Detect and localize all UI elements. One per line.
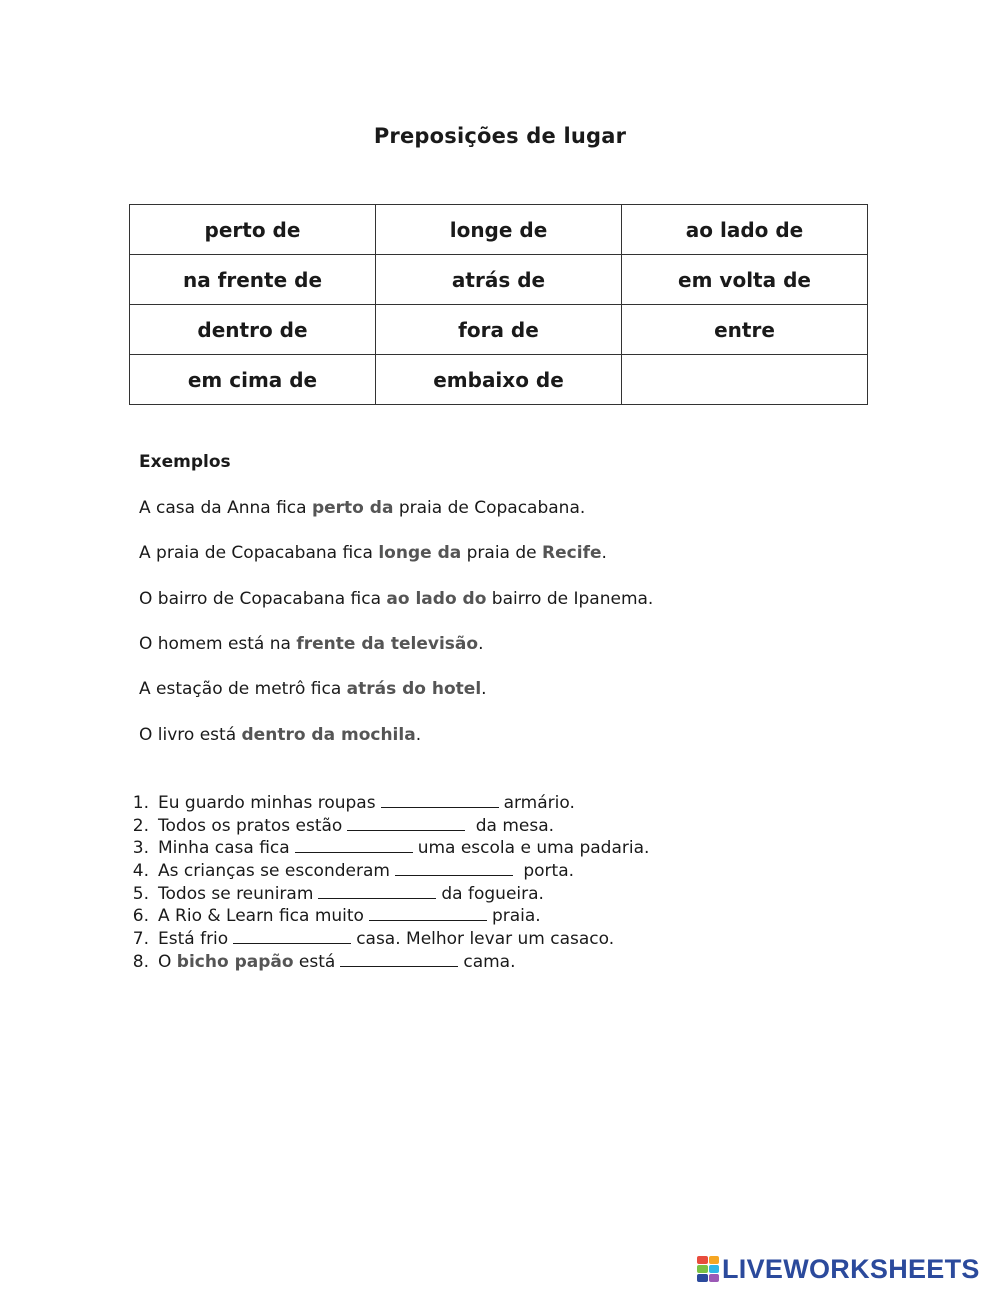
example-text: A praia de Copacabana fica: [139, 543, 379, 563]
exercise-number: 5.: [132, 883, 149, 904]
answer-blank[interactable]: [381, 793, 499, 808]
exercise-number: 6.: [132, 906, 149, 927]
table-cell: perto de: [130, 205, 376, 255]
example-highlight: ao lado do: [386, 589, 487, 609]
table-row: [130, 255, 868, 305]
exercise-text: cama.: [463, 951, 516, 972]
example-text: O bairro de Copacabana fica: [139, 589, 387, 609]
exercise-item: [120, 792, 649, 815]
exercise-item: [120, 815, 649, 838]
example-highlight: frente da televisão: [296, 634, 479, 654]
example-highlight: dentro da mochila: [241, 725, 416, 745]
logo-block: [709, 1274, 720, 1282]
example-sentence: [139, 589, 653, 609]
example-highlight: atrás do hotel: [346, 679, 482, 699]
exercise-text: Eu guardo minhas roupas: [158, 793, 376, 813]
exercise-item: [120, 928, 649, 951]
table-cell: ao lado de: [622, 205, 868, 255]
exercise-text: uma escola e uma padaria.: [417, 838, 650, 859]
exercise-text: armário.: [503, 793, 575, 813]
exercise-item: [120, 860, 649, 883]
example-text: praia de Copacabana.: [393, 498, 586, 518]
exercise-number: 2.: [132, 815, 149, 836]
exercise-number: 1.: [132, 793, 149, 813]
logo-block: [697, 1256, 708, 1264]
example-text: .: [481, 679, 487, 699]
example-sentence: [139, 498, 585, 518]
answer-blank[interactable]: [395, 861, 513, 876]
exercise-text: Todos os pratos estão: [158, 815, 343, 836]
table-cell: embaixo de: [376, 355, 622, 405]
example-sentence: [139, 725, 421, 745]
answer-blank[interactable]: [340, 952, 458, 967]
table-row: [130, 355, 868, 405]
table-cell: na frente de: [130, 255, 376, 305]
table-cell: fora de: [376, 305, 622, 355]
answer-blank[interactable]: [233, 929, 351, 944]
logo-text: LIVEWORKSHEETS: [722, 1253, 980, 1284]
example-highlight: Recife: [542, 543, 602, 563]
table-row: [130, 205, 868, 255]
example-text: bairro de Ipanema.: [486, 589, 654, 609]
answer-blank[interactable]: [347, 816, 465, 831]
exercise-number: 3.: [132, 838, 149, 859]
exercise-text: da mesa.: [470, 815, 555, 836]
table-cell: entre: [622, 305, 868, 355]
answer-blank[interactable]: [369, 906, 487, 921]
exercise-item: [120, 905, 649, 928]
exercise-text: da fogueira.: [441, 883, 544, 904]
logo-block: [709, 1256, 720, 1264]
example-text: .: [601, 543, 607, 563]
exercise-number: 7.: [132, 929, 149, 950]
answer-blank[interactable]: [295, 838, 413, 853]
exercise-list: [120, 792, 649, 974]
exercise-text: Está frio: [158, 929, 229, 950]
exercise-text: O: [158, 951, 177, 972]
examples-heading: Exemplos: [139, 452, 231, 472]
table-cell-empty: [622, 355, 868, 405]
example-text: .: [478, 634, 484, 654]
exercise-text: praia.: [491, 906, 541, 927]
table-cell: atrás de: [376, 255, 622, 305]
example-text: O livro está: [139, 725, 242, 745]
example-highlight: longe da: [378, 543, 462, 563]
table-row: [130, 305, 868, 355]
example-highlight: perto da: [311, 498, 394, 518]
exercise-text: Minha casa fica: [158, 838, 290, 859]
exercise-number: 8.: [132, 951, 149, 972]
exercise-text: Todos se reuniram: [158, 883, 314, 904]
logo-block: [697, 1265, 708, 1273]
prepositions-table: [129, 204, 868, 405]
exercise-item: [120, 951, 649, 974]
exercise-text: porta.: [517, 861, 575, 882]
table-cell: em volta de: [622, 255, 868, 305]
page-title: Preposições de lugar: [373, 124, 627, 148]
example-text: O homem está na: [139, 634, 297, 654]
example-text: praia de: [461, 543, 543, 563]
example-text: A estação de metrô fica: [139, 679, 347, 699]
example-sentence: [139, 543, 607, 563]
liveworksheets-logo-icon: [697, 1256, 719, 1282]
example-text: A casa da Anna fica: [139, 498, 312, 518]
exercise-number: 4.: [132, 861, 149, 882]
example-sentence: [139, 634, 484, 654]
logo-block: [697, 1274, 708, 1282]
exercise-text: As crianças se esconderam: [158, 861, 390, 882]
exercise-text: A Rio & Learn fica muito: [158, 906, 364, 927]
answer-blank[interactable]: [318, 884, 436, 899]
exercise-item: [120, 883, 649, 906]
exercise-text: está: [293, 951, 336, 972]
table-cell: em cima de: [130, 355, 376, 405]
example-text: .: [415, 725, 422, 745]
example-sentence: [139, 679, 487, 699]
exercise-text: casa. Melhor levar um casaco.: [356, 929, 615, 950]
exercise-highlight: bicho papão: [176, 951, 294, 972]
exercise-item: [120, 837, 649, 860]
liveworksheets-logo: [697, 1254, 980, 1284]
table-cell: longe de: [376, 205, 622, 255]
table-cell: dentro de: [130, 305, 376, 355]
logo-block: [709, 1265, 720, 1273]
